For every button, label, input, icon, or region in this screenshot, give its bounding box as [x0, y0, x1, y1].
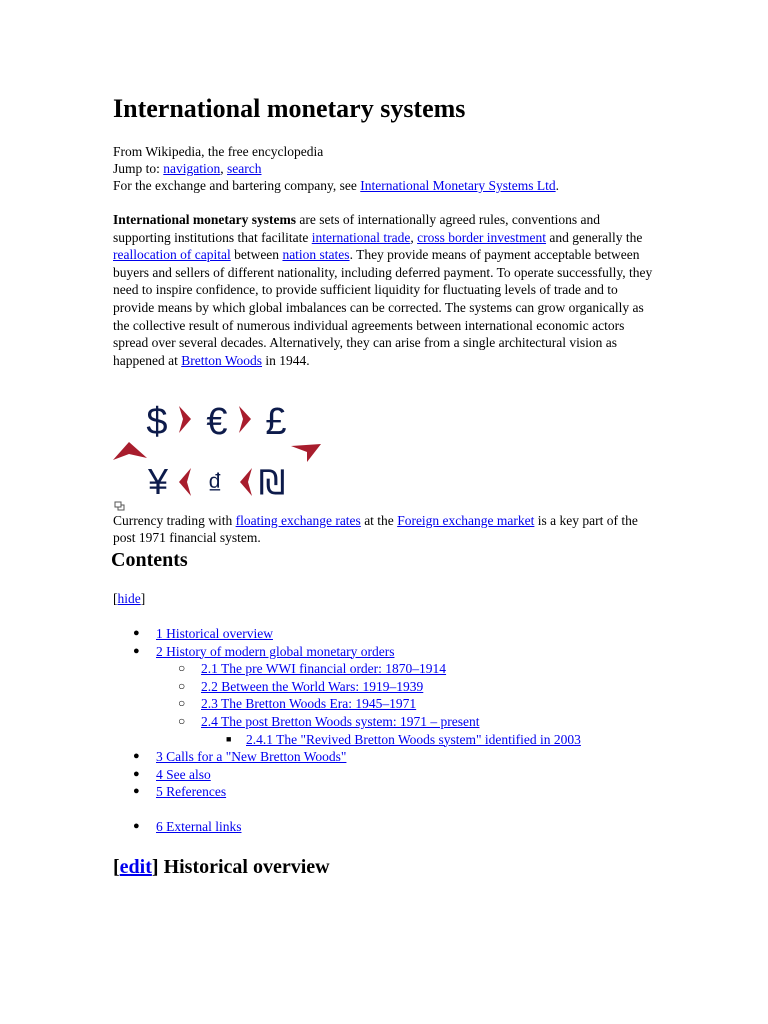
arrow-up-left — [113, 442, 147, 460]
hatnote-link[interactable]: International Monetary Systems Ltd — [360, 178, 556, 193]
arrow-left-1 — [179, 468, 191, 496]
toc-link-3[interactable]: 3 Calls for a "New Bretton Woods" — [156, 749, 347, 765]
hatnote — [113, 177, 559, 194]
bullet-disc-icon: ● — [133, 750, 140, 763]
page-title: International monetary systems — [113, 94, 466, 123]
toc-toggle-close: ] — [140, 591, 146, 606]
link-reallocation-of-capital[interactable]: reallocation of capital — [113, 247, 231, 263]
intro-text-5: . They provide means of payment acceptable between buyers and sellers of different nationality, including deferred payment. To operate successfully, they need to inspire confidence, to provide sufficient liquidity for fluctuating levels of trade and to provide means by which global imbalances can be corrected. The systems can grow organically as the collective result of numerous individual agreements between international economic actors spread over several decades. Alternatively, they can arise from a single architectural vision as happened at — [113, 247, 653, 368]
intro-paragraph — [113, 211, 658, 369]
intro-text-6: in 1944. — [262, 352, 310, 368]
magnify-clip-icon — [115, 502, 124, 510]
toc-link-4[interactable]: 4 See also — [156, 766, 211, 782]
link-cross-border-investment[interactable]: cross border investment — [417, 229, 547, 245]
intro-bold-term: International monetary systems — [113, 212, 296, 227]
toc-toggle-open: [ — [113, 591, 118, 606]
toc-item — [113, 625, 581, 643]
bullet-disc-icon: ● — [133, 819, 140, 832]
intro-text-2: , — [410, 229, 418, 245]
table-of-contents — [113, 625, 581, 836]
intro-text-3: and generally the — [546, 229, 643, 245]
toc-gap — [113, 801, 581, 818]
link-foreign-exchange-market[interactable]: Foreign exchange market — [397, 513, 535, 528]
dong-symbol: ₫ — [207, 468, 223, 501]
page-meta — [113, 143, 559, 194]
yen-symbol: ¥ — [147, 461, 169, 502]
currency-diagram[interactable] — [111, 396, 326, 512]
caption-text-2: at the — [360, 513, 398, 528]
jump-separator: , — [220, 161, 228, 176]
toc-item — [113, 731, 581, 749]
currency-figure — [111, 396, 326, 512]
edit-close-bracket: ] — [151, 856, 159, 878]
bullet-disc-icon: ● — [133, 627, 140, 639]
arrow-right-2 — [239, 406, 251, 433]
toc-link-5[interactable]: 5 References — [156, 784, 227, 800]
toc-item — [113, 748, 581, 766]
figure-caption — [113, 512, 658, 546]
section-title: Historical overview — [158, 856, 330, 878]
link-bretton-woods[interactable]: Bretton Woods — [181, 352, 263, 368]
bullet-disc-icon: ● — [133, 767, 140, 780]
bullet-square-icon: ■ — [226, 733, 232, 744]
toc-heading: Contents — [111, 549, 188, 571]
bullet-disc-icon: ● — [133, 785, 140, 798]
site-sub: From Wikipedia, the free encyclopedia — [113, 144, 324, 159]
link-international-trade[interactable]: international trade — [311, 229, 411, 245]
toc-link-2[interactable]: 2 History of modern global monetary orders — [156, 643, 395, 659]
navigation-link[interactable]: navigation — [163, 161, 221, 176]
bullet-circle-icon: ○ — [178, 713, 186, 728]
bullet-disc-icon: ● — [133, 644, 140, 657]
link-nation-states[interactable]: nation states — [282, 247, 350, 263]
bullet-circle-icon: ○ — [178, 678, 186, 693]
arrow-left-2 — [240, 468, 252, 496]
intro-text-1: are sets of internationally agreed rules, conventions and supporting institutions that facilitate — [113, 212, 601, 245]
section-heading-historical-overview — [113, 853, 330, 881]
toc-link-1[interactable]: 1 Historical overview — [156, 626, 273, 641]
caption-text-1: Currency trading with — [113, 513, 236, 528]
toc-item — [113, 695, 581, 713]
shekel-symbol: ₪ — [258, 463, 286, 503]
bullet-circle-icon: ○ — [178, 661, 186, 676]
toc-link-2-2[interactable]: 2.2 Between the World Wars: 1919–1939 — [201, 678, 424, 694]
toc-item — [113, 783, 581, 801]
toc-hide-link[interactable]: hide — [117, 591, 141, 606]
toc-link-2-4[interactable]: 2.4 The post Bretton Woods system: 1971 – present — [201, 713, 480, 729]
euro-symbol: € — [206, 401, 228, 443]
arrow-down-right — [291, 444, 321, 462]
hatnote-text: For the exchange and bartering company, see — [113, 178, 361, 193]
toc-item — [113, 766, 581, 784]
toc-link-2-1[interactable]: 2.1 The pre WWI financial order: 1870–1914 — [201, 661, 447, 677]
toc-link-6[interactable]: 6 External links — [156, 818, 242, 834]
toc-item — [113, 713, 581, 731]
toc-item — [113, 643, 581, 661]
bullet-circle-icon: ○ — [178, 696, 186, 711]
hatnote-end: . — [555, 178, 559, 193]
arrow-right-1 — [179, 406, 191, 433]
pound-symbol: £ — [265, 401, 287, 443]
toc-toggle — [113, 590, 145, 607]
dollar-symbol: $ — [146, 401, 168, 443]
toc-item — [113, 678, 581, 696]
search-link[interactable]: search — [227, 161, 262, 176]
edit-section-link[interactable]: edit — [119, 856, 152, 878]
toc-item — [113, 818, 581, 836]
link-floating-exchange-rates[interactable]: floating exchange rates — [235, 513, 361, 528]
caption-text-3: is a key part of the post 1971 financial system. — [113, 513, 638, 545]
toc-link-2-4-1[interactable]: 2.4.1 The "Revived Bretton Woods system" identified in 2003 — [246, 731, 581, 747]
toc-item — [113, 660, 581, 678]
jump-to — [113, 160, 559, 177]
toc-link-2-3[interactable]: 2.3 The Bretton Woods Era: 1945–1971 — [201, 696, 417, 712]
edit-open-bracket: [ — [113, 856, 120, 878]
jump-to-label: Jump to: — [113, 161, 164, 176]
intro-text-4: between — [230, 247, 283, 263]
